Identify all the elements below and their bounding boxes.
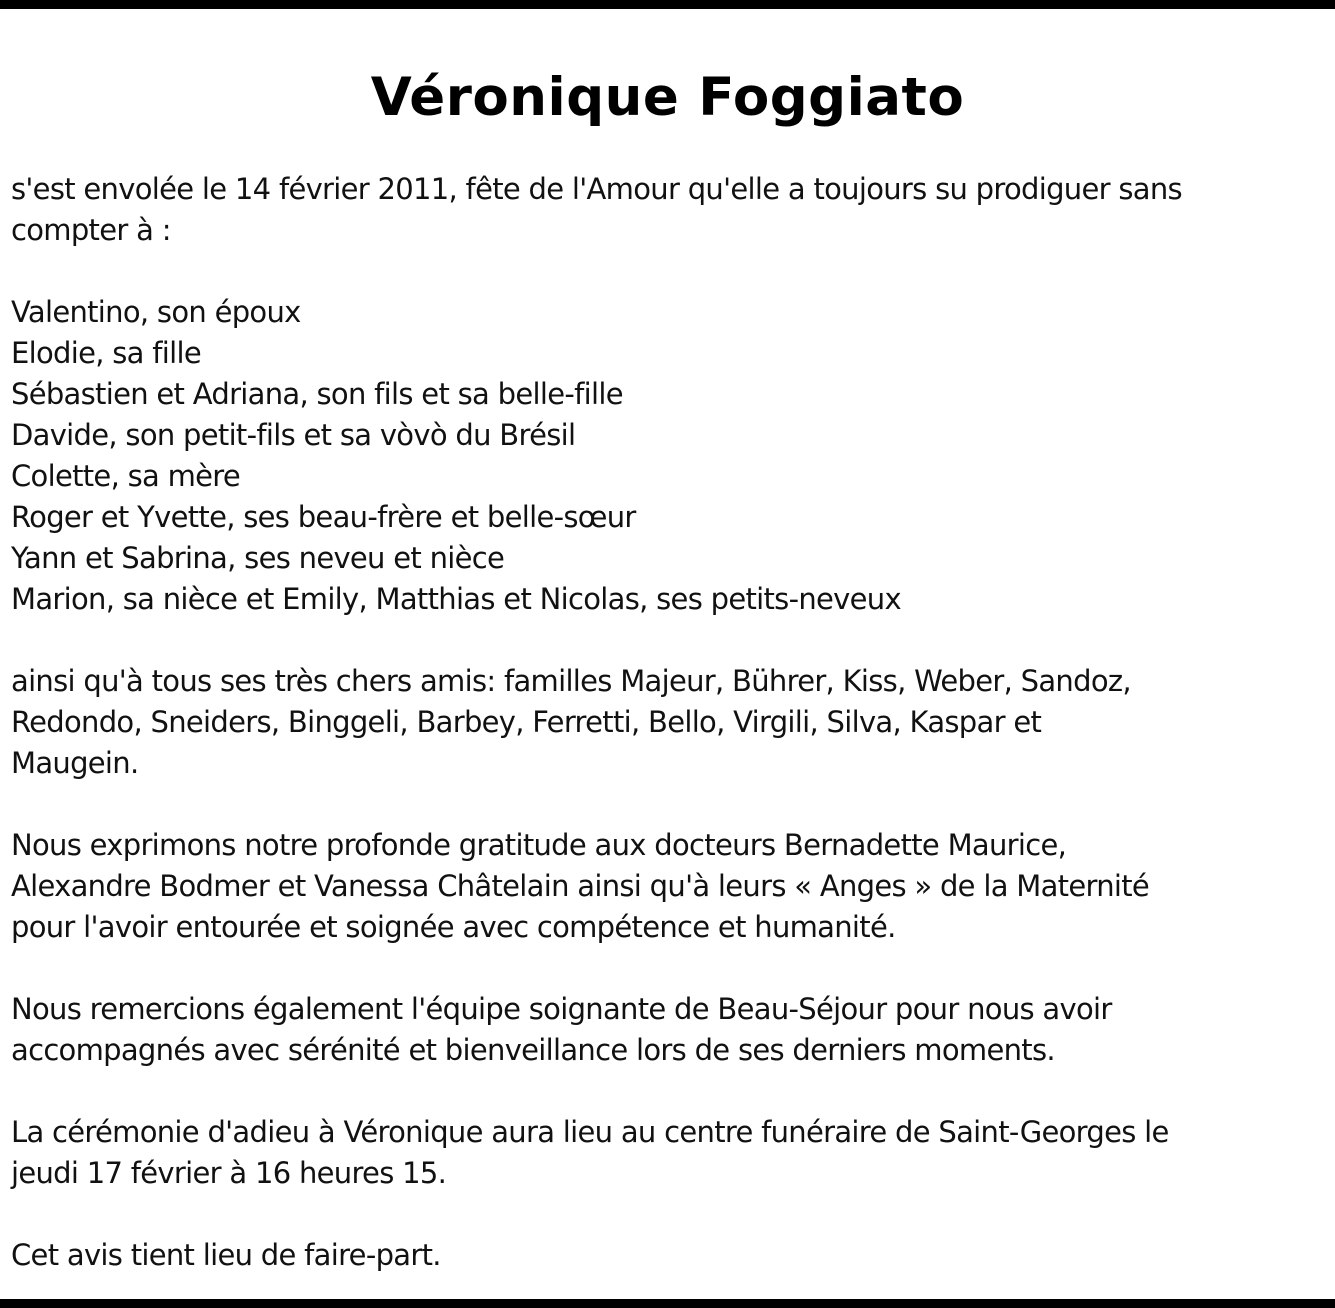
family-member: Yann et Sabrina, ses neveu et nièce	[11, 541, 505, 575]
thanks-line: Nous remercions également l'équipe soignante de Beau-Séjour pour nous avoir	[11, 992, 1112, 1026]
paragraph-gap	[11, 1071, 1323, 1112]
ceremony-line: La cérémonie d'adieu à Véronique aura lieu au centre funéraire de Saint-Georges le	[11, 1115, 1169, 1149]
bottom-rule	[0, 1299, 1335, 1308]
family-member: Elodie, sa fille	[11, 336, 201, 370]
paragraph-gap	[11, 251, 1323, 292]
family-member: Sébastien et Adriana, son fils et sa belle-fille	[11, 377, 623, 411]
ceremony-paragraph	[11, 1112, 1323, 1194]
intro-paragraph	[11, 169, 1323, 251]
top-rule	[0, 0, 1335, 9]
thanks-line: accompagnés avec sérénité et bienveillance lors de ses derniers moments.	[11, 1033, 1055, 1067]
gratitude-line: pour l'avoir entourée et soignée avec compétence et humanité.	[11, 910, 896, 944]
friends-paragraph	[11, 661, 1323, 784]
paragraph-gap	[11, 1194, 1323, 1235]
family-member: Valentino, son époux	[11, 295, 301, 329]
closing-line: Cet avis tient lieu de faire-part.	[11, 1238, 441, 1272]
gratitude-line: Nous exprimons notre profonde gratitude aux docteurs Bernadette Maurice,	[11, 828, 1067, 862]
notice-body	[11, 169, 1323, 1276]
thanks-paragraph	[11, 989, 1323, 1071]
family-member: Marion, sa nièce et Emily, Matthias et Nicolas, ses petits-neveux	[11, 582, 901, 616]
intro-line: compter à :	[11, 213, 171, 247]
friends-line: ainsi qu'à tous ses très chers amis: familles Majeur, Bührer, Kiss, Weber, Sandoz,	[11, 664, 1131, 698]
paragraph-gap	[11, 948, 1323, 989]
friends-line: Maugein.	[11, 746, 139, 780]
paragraph-gap	[11, 620, 1323, 661]
family-member: Colette, sa mère	[11, 459, 241, 493]
friends-line: Redondo, Sneiders, Binggeli, Barbey, Ferretti, Bello, Virgili, Silva, Kaspar et	[11, 705, 1042, 739]
family-member: Davide, son petit-fils et sa vòvò du Brésil	[11, 418, 576, 452]
ceremony-line: jeudi 17 février à 16 heures 15.	[11, 1156, 447, 1190]
family-list	[11, 292, 1323, 620]
gratitude-line: Alexandre Bodmer et Vanessa Châtelain ainsi qu'à leurs « Anges » de la Maternité	[11, 869, 1150, 903]
paragraph-gap	[11, 784, 1323, 825]
intro-line: s'est envolée le 14 février 2011, fête de l'Amour qu'elle a toujours su prodiguer sans	[11, 172, 1182, 206]
family-member: Roger et Yvette, ses beau-frère et belle-sœur	[11, 500, 636, 534]
gratitude-paragraph	[11, 825, 1323, 948]
notice-title: Véronique Foggiato	[370, 67, 965, 128]
